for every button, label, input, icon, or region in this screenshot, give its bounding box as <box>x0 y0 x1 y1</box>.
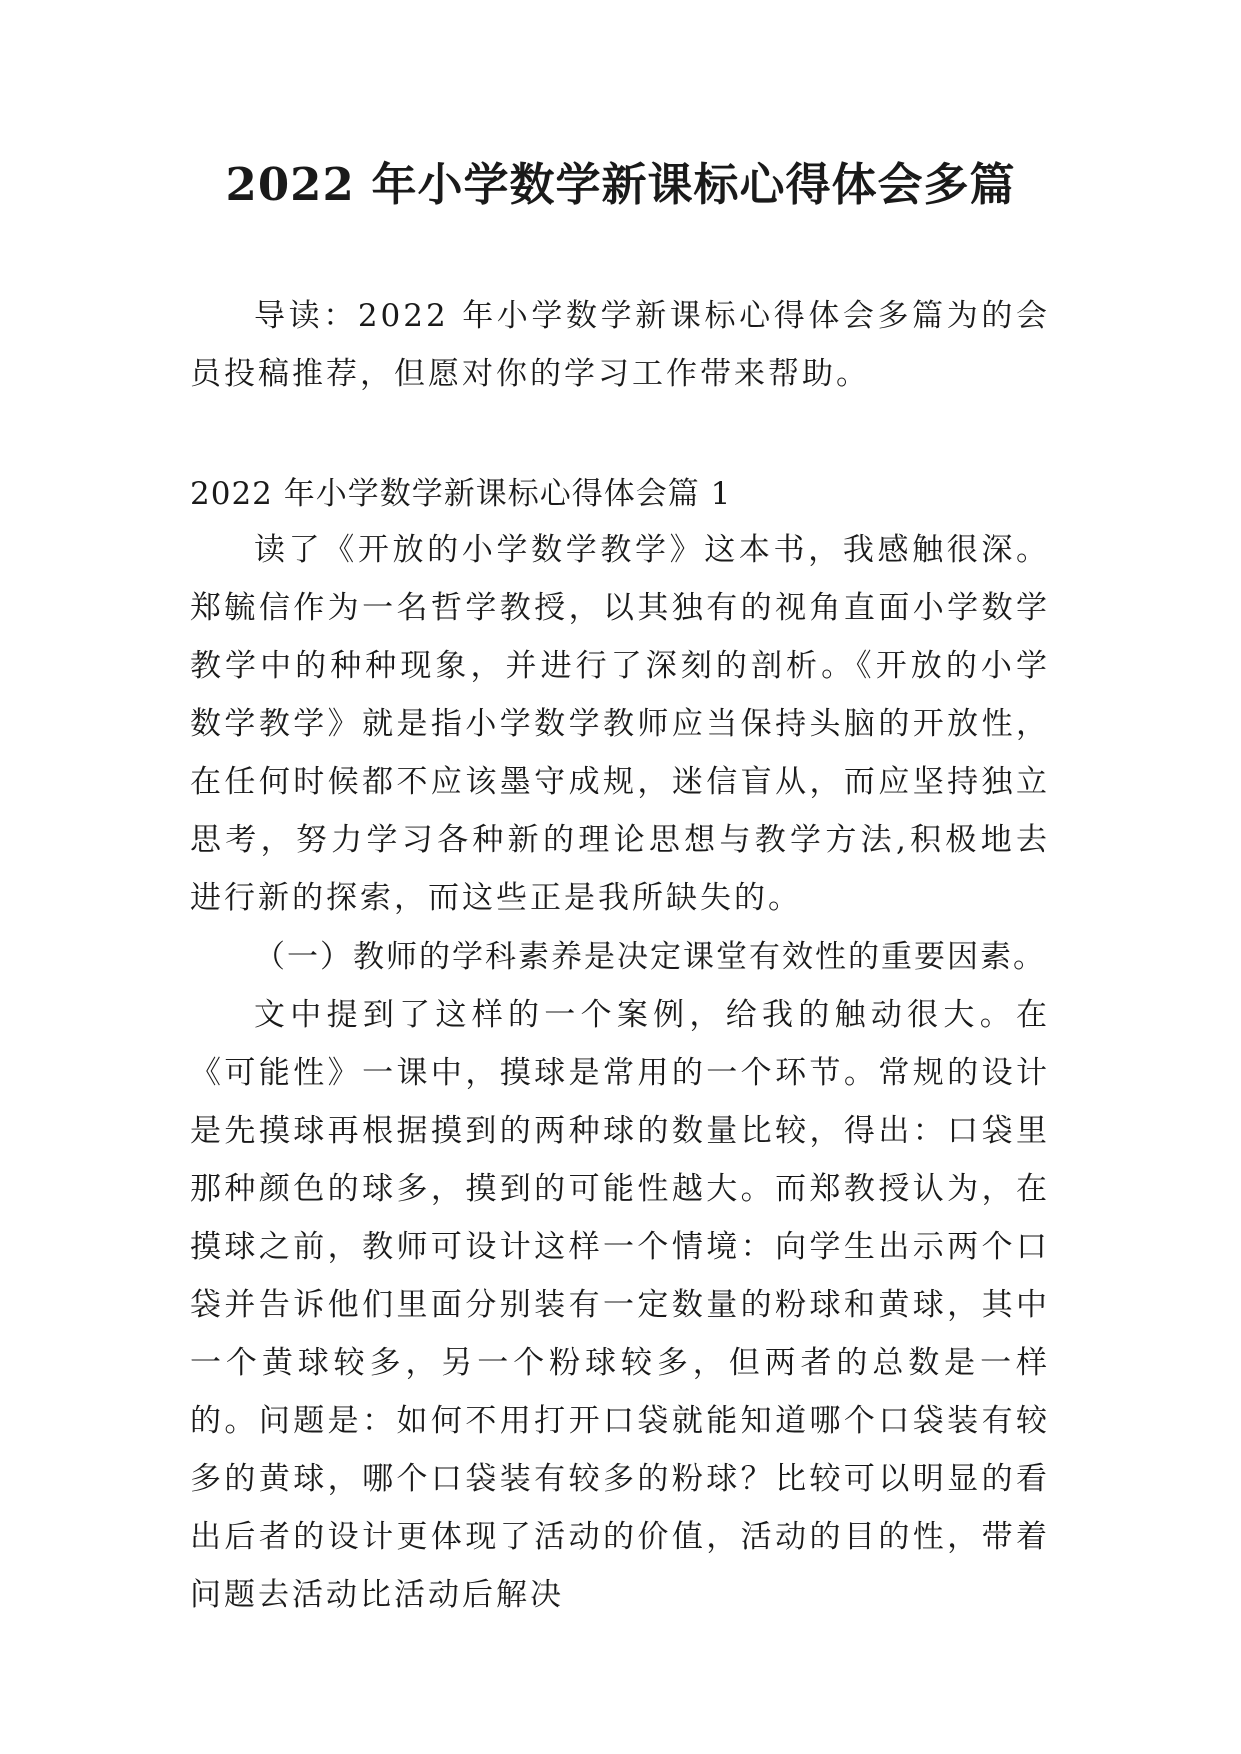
body-paragraph-2: 文中提到了这样的一个案例，给我的触动很大。在《可能性》一课中，摸球是常用的一个环节。常规的设计是先摸球再根据摸到的两种球的数量比较，得出：口袋里那种颜色的球多，摸到的可能性越大。而郑教授认为，在摸球之前，教师可设计这样一个情境：向学生出示两个口袋并告诉他们里面分别装有一定数量的粉球和黄球，其中一个黄球较多，另一个粉球较多，但两者的总数是一样的。问题是：如何不用打开口袋就能知道哪个口袋装有较多的黄球，哪个口袋装有较多的粉球？比较可以明显的看出后者的设计更体现了活动的价值，活动的目的性，带着问题去活动比活动后解决 <box>190 997 1050 1613</box>
body-paragraph-1: 读了《开放的小学数学教学》这本书，我感触很深。郑毓信作为一名哲学教授，以其独有的视角直面小学数学教学中的种种现象，并进行了深刻的剖析。《开放的小学数学教学》就是指小学数学教师应当保持头脑的开放性，在任何时候都不应该墨守成规，迷信盲从，而应坚持独立思考，努力学习各种新的理论思想与教学方法,积极地去进行新的探索，而这些正是我所缺失的。 <box>190 532 1050 916</box>
subheading-1: （一）教师的学科素养是决定课堂有效性的重要因素。 <box>254 939 1046 975</box>
document-title: 2022 年小学数学新课标心得体会多篇 <box>225 158 1016 211</box>
section-heading: 2022 年小学数学新课标心得体会篇 1 <box>190 476 732 512</box>
intro-paragraph: 导读：2022 年小学数学新课标心得体会多篇为的会员投稿推荐，但愿对你的学习工作带来帮助。 <box>190 298 1050 392</box>
